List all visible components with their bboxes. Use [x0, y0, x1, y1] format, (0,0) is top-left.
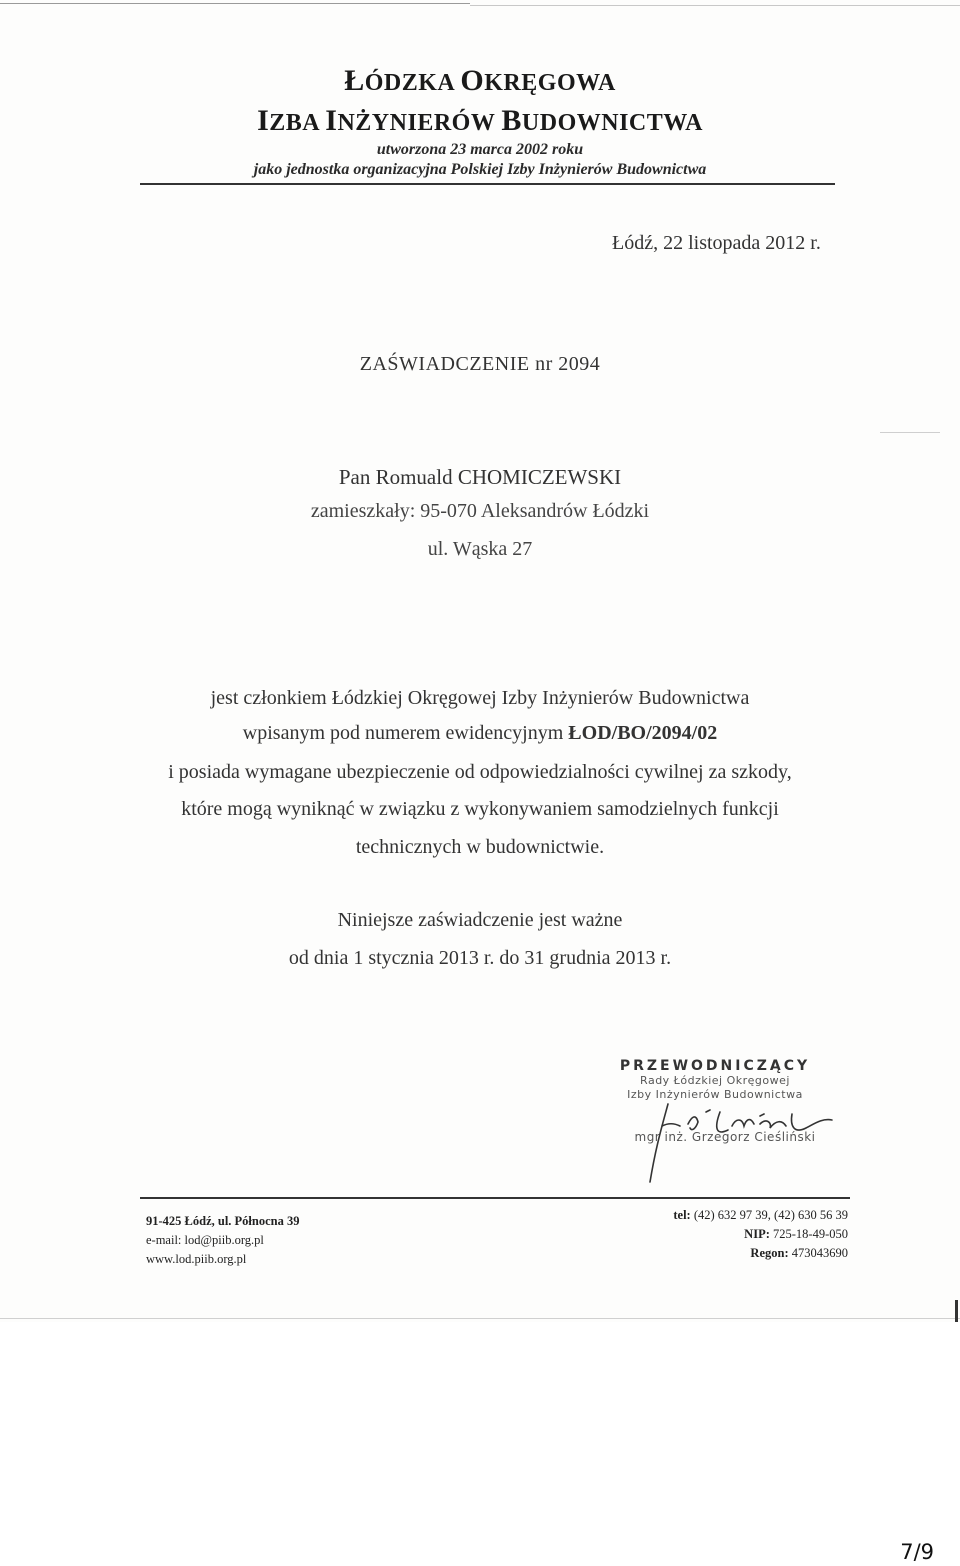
footer-website: www.lod.piib.org.pl: [146, 1252, 247, 1266]
footer-tel: [673, 1206, 848, 1225]
body-line-4: które mogą wyniknąć w związku z wykonywaniem samodzielnych funkcji: [181, 798, 779, 820]
footer-nip: [673, 1225, 848, 1244]
footer-regon-value: 473043690: [791, 1246, 848, 1260]
recipient-name: Pan Romuald CHOMICZEWSKI: [338, 465, 622, 489]
scan-edge-top-right: [470, 5, 960, 6]
scan-edge-mark: [955, 1300, 958, 1322]
org-subtitle-affiliation: jako jednostka organizacyjna Polskiej Izby Inżynierów Budownictwa: [253, 161, 707, 178]
scan-edge-bottom: [0, 1318, 960, 1319]
page-number: 7/9: [900, 1540, 934, 1564]
stamp-line-2: Izby Inżynierów Budownictwa: [627, 1088, 803, 1101]
stamp-line-1: Rady Łódzkiej Okręgowej: [640, 1074, 790, 1087]
registration-number: ŁOD/BO/2094/02: [568, 722, 718, 744]
body-line-2-text: wpisanym pod numerem ewidencyjnym: [242, 722, 569, 744]
handwritten-signature: [610, 1086, 850, 1186]
validity-line-1: Niniejsze zaświadczenie jest ważne: [337, 909, 623, 931]
footer-address: 91-425 Łódź, ul. Północna 39: [146, 1214, 300, 1228]
footer-regon: [673, 1244, 848, 1263]
footer-email: e-mail: lod@piib.org.pl: [146, 1233, 264, 1247]
stamp-title: PRZEWODNICZĄCY: [619, 1058, 811, 1074]
stamp-signatory-name: mgr inż. Grzegorz Cieśliński: [634, 1130, 816, 1144]
org-subtitle-founded: utworzona 23 marca 2002 roku: [376, 141, 584, 158]
org-name-line2: IZBA INŻYNIERÓW BUDOWNICTWA: [257, 104, 703, 137]
recipient-address-line2: ul. Wąska 27: [427, 538, 533, 560]
footer-divider: [140, 1197, 850, 1199]
footer-contact-right: [673, 1206, 848, 1263]
footer-tel-label: tel:: [673, 1208, 691, 1222]
footer-contact-left: [146, 1212, 300, 1269]
body-line-3: i posiada wymagane ubezpieczenie od odpowiedzialności cywilnej za szkody,: [168, 761, 792, 783]
footer-regon-label: Regon:: [750, 1246, 789, 1260]
body-line-1: jest członkiem Łódzkiej Okręgowej Izby Inżynierów Budownictwa: [210, 687, 750, 709]
validity-line-2: od dnia 1 stycznia 2013 r. do 31 grudnia 2013 r.: [288, 947, 672, 969]
org-name-line1: ŁÓDZKA OKRĘGOWA: [344, 64, 616, 97]
recipient-address-line1: zamieszkały: 95-070 Aleksandrów Łódzki: [310, 500, 650, 522]
body-line-2: [0, 722, 960, 745]
scan-mark: [880, 432, 940, 433]
header-divider: [140, 183, 835, 185]
document-date: Łódź, 22 listopada 2012 r.: [612, 232, 821, 254]
footer-nip-value: 725-18-49-050: [773, 1227, 848, 1241]
scan-edge-top: [0, 3, 470, 4]
body-line-5: technicznych w budownictwie.: [355, 836, 605, 858]
footer-tel-value: (42) 632 97 39, (42) 630 56 39: [693, 1208, 848, 1222]
footer-nip-label: NIP:: [744, 1227, 770, 1241]
certificate-title: ZAŚWIADCZENIE nr 2094: [359, 353, 601, 375]
